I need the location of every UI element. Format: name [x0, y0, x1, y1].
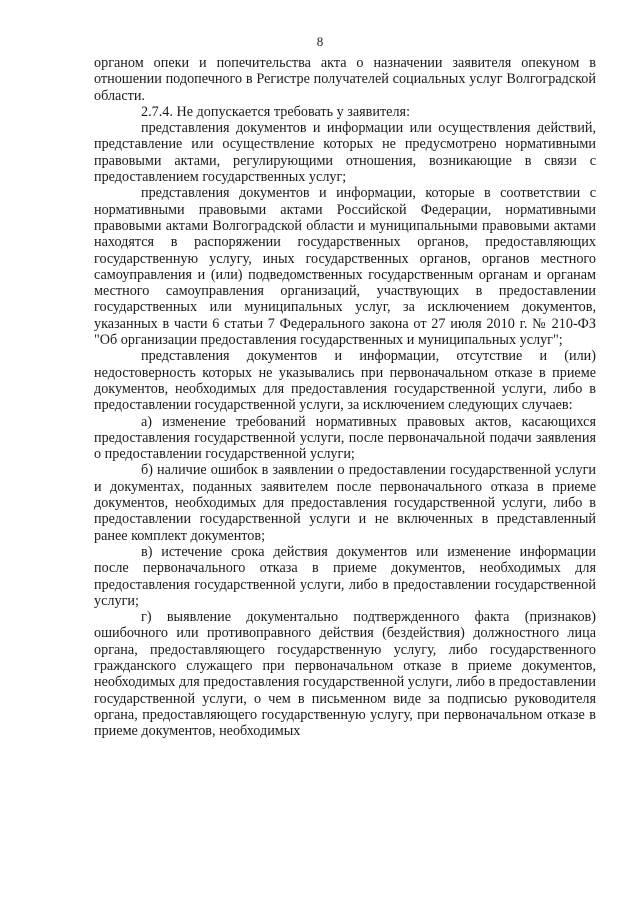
paragraph-documents-not-indicated-at-refusal: представления документов и информации, отсутствие и (или) недостоверность которых не указывались при первоначальном отказе в приеме документов, необходимых для предоставления государственной услуги, либо в предоставлении государственной услуги, за исключением следующих случаев:: [94, 348, 596, 414]
paragraph-case-g: г) выявление документально подтвержденного факта (признаков) ошибочного или противоправного действия (бездействия) должностного лица органа, предоставляющего государственную услугу, либо государственного гражданского служащего при первоначальном отказе в приеме документов, необходимых для предоставления государственной услуги, либо в предоставлении государственной услуги, о чем в письменном виде за подписью руководителя органа, предоставляющего государственную услугу, при первоначальном отказе в приеме документов, необходимых: [94, 609, 596, 740]
paragraph-case-a: а) изменение требований нормативных правовых актов, касающихся предоставления государственной услуги, после первоначальной подачи заявления о предоставлении государственной услуги;: [94, 413, 596, 463]
paragraph-opekun-continuation: органом опеки и попечительства акта о назначении заявителя опекуном в отношении подопечного в Регистре получателей социальных услуг Волгоградской области.: [94, 55, 596, 104]
page-number: 8: [316, 34, 324, 49]
paragraph-documents-not-required-by-acts: представления документов и информации или осуществления действий, представление или осуществление которых не предусмотрено нормативными правовыми актами, регулирующими отношения, возникающие в связи с предоставлением государственных услуг;: [94, 120, 596, 186]
paragraph-case-b: б) наличие ошибок в заявлении о предоставлении государственной услуги и документах, поданных заявителем после первоначального отказа в приеме документов, необходимых для предоставления государственной услуги, либо в предоставлении государственной услуги и не включенных в представленный ранее комплект документов;: [94, 462, 596, 544]
document-body: [94, 55, 596, 739]
paragraph-case-v: в) истечение срока действия документов или изменение информации после первоначального отказа в приеме документов, необходимых для предоставления государственной услуги, либо в предоставлении государственной услуги;: [94, 543, 596, 609]
paragraph-section-2-7-4-heading: 2.7.4. Не допускается требовать у заявителя:: [141, 103, 411, 120]
paragraph-documents-in-possession-of-agencies: представления документов и информации, которые в соответствии с нормативными правовыми актами Российской Федерации, нормативными правовыми актами Волгоградской области и муниципальными правовыми актами находятся в распоряжении государственных органов, предоставляющих государственную услугу, иных государственных органов, органов местного самоуправления и (или) подведомственных государственным органам и органам местного самоуправления организаций, участвующих в предоставлении государственных или муниципальных услуг, за исключением документов, указанных в части 6 статьи 7 Федерального закона от 27 июля 2010 г. № 210-ФЗ "Об организации предоставления государственных и муниципальных услуг";: [94, 185, 596, 349]
